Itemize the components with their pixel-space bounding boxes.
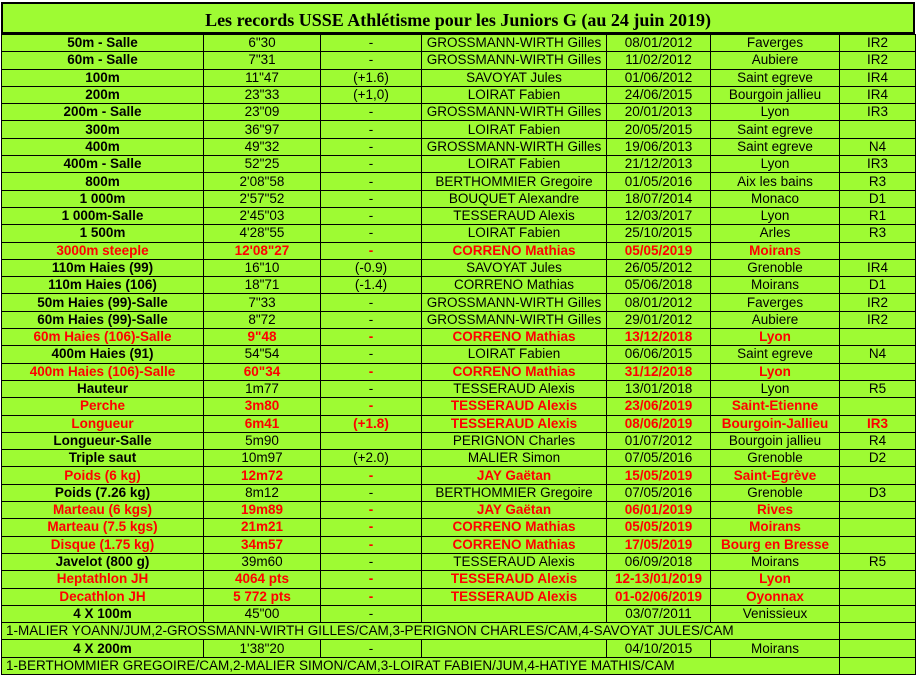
place-cell: Saint egreve — [711, 69, 840, 86]
date-cell: 13/01/2018 — [607, 380, 711, 397]
performance-cell: 7"33 — [204, 294, 321, 311]
date-cell: 21/12/2013 — [607, 156, 711, 173]
level-cell: D3 — [840, 484, 916, 501]
date-cell: 07/05/2016 — [607, 484, 711, 501]
level-cell — [840, 605, 916, 622]
wind-cell: - — [321, 156, 422, 173]
record-row — [2, 380, 916, 397]
wind-cell: - — [321, 104, 422, 121]
wind-cell: - — [321, 588, 422, 605]
wind-cell: - — [321, 294, 422, 311]
athlete-cell: BERTHOMMIER Gregoire — [422, 484, 607, 501]
level-cell: IR2 — [840, 35, 916, 52]
wind-cell: (+2.0) — [321, 450, 422, 467]
place-cell: Bourgoin-Jallieu — [711, 415, 840, 432]
performance-cell: 8m12 — [204, 484, 321, 501]
date-cell: 08/01/2012 — [607, 35, 711, 52]
athlete-cell: BOUQUET Alexandre — [422, 190, 607, 207]
place-cell: Bourg en Bresse — [711, 536, 840, 553]
performance-cell: 10m97 — [204, 450, 321, 467]
place-cell: Aubiere — [711, 311, 840, 328]
event-cell: Poids (7.26 kg) — [2, 484, 204, 501]
date-cell: 15/05/2019 — [607, 467, 711, 484]
event-cell: 400m Haies (91) — [2, 346, 204, 363]
athlete-cell: GROSSMANN-WIRTH Gilles — [422, 35, 607, 52]
athlete-cell — [422, 640, 607, 657]
performance-cell: 9"48 — [204, 329, 321, 346]
date-cell: 05/05/2019 — [607, 519, 711, 536]
date-cell: 08/01/2012 — [607, 294, 711, 311]
performance-cell: 45"00 — [204, 605, 321, 622]
wind-cell: (-0.9) — [321, 259, 422, 276]
event-cell: 4 X 100m — [2, 605, 204, 622]
event-cell: 4 X 200m — [2, 640, 204, 657]
athlete-cell: CORRENO Mathias — [422, 536, 607, 553]
event-cell: 200m — [2, 86, 204, 103]
performance-cell: 3m80 — [204, 398, 321, 415]
athlete-cell: CORRENO Mathias — [422, 519, 607, 536]
wind-cell: - — [321, 553, 422, 570]
performance-cell: 34m57 — [204, 536, 321, 553]
event-cell: 50m Haies (99)-Salle — [2, 294, 204, 311]
performance-cell: 5m90 — [204, 432, 321, 449]
level-cell — [840, 329, 916, 346]
record-row — [2, 346, 916, 363]
record-row — [2, 588, 916, 605]
athlete-cell: GROSSMANN-WIRTH Gilles — [422, 52, 607, 69]
level-cell: D1 — [840, 277, 916, 294]
wind-cell: (+1.8) — [321, 415, 422, 432]
performance-cell: 54"54 — [204, 346, 321, 363]
empty-cell — [840, 623, 916, 640]
wind-cell: - — [321, 311, 422, 328]
record-row — [2, 121, 916, 138]
event-cell: 3000m steeple — [2, 242, 204, 259]
level-cell — [840, 588, 916, 605]
performance-cell: 5 772 pts — [204, 588, 321, 605]
event-cell: 1 000m-Salle — [2, 207, 204, 224]
relay-members-cell: 1-BERTHOMMIER GREGOIRE/CAM,2-MALIER SIMON/CAM,3-LOIRAT FABIEN/JUM,4-HATIYE MATHIS/CAM — [2, 657, 840, 674]
record-row — [2, 571, 916, 588]
wind-cell: (+1.6) — [321, 69, 422, 86]
event-cell: 1 000m — [2, 190, 204, 207]
place-cell: Bourgoin jallieu — [711, 86, 840, 103]
wind-cell: - — [321, 346, 422, 363]
records-sheet — [1, 2, 915, 675]
event-cell: Marteau (6 kgs) — [2, 502, 204, 519]
record-row — [2, 398, 916, 415]
place-cell: Lyon — [711, 207, 840, 224]
place-cell: Grenoble — [711, 259, 840, 276]
athlete-cell: CORRENO Mathias — [422, 329, 607, 346]
performance-cell: 4'28"55 — [204, 225, 321, 242]
athlete-cell: LOIRAT Fabien — [422, 156, 607, 173]
event-cell: 400m Haies (106)-Salle — [2, 363, 204, 380]
wind-cell: - — [321, 190, 422, 207]
performance-cell: 8"72 — [204, 311, 321, 328]
athlete-cell: TESSERAUD Alexis — [422, 207, 607, 224]
level-cell: IR2 — [840, 311, 916, 328]
date-cell: 25/10/2015 — [607, 225, 711, 242]
level-cell — [840, 363, 916, 380]
wind-cell: - — [321, 225, 422, 242]
wind-cell: - — [321, 380, 422, 397]
athlete-cell: JAY Gaëtan — [422, 502, 607, 519]
record-row — [2, 415, 916, 432]
level-cell: R4 — [840, 432, 916, 449]
athlete-cell: TESSERAUD Alexis — [422, 415, 607, 432]
athlete-cell: CORRENO Mathias — [422, 277, 607, 294]
event-cell: 1 500m — [2, 225, 204, 242]
athlete-cell: BERTHOMMIER Gregoire — [422, 173, 607, 190]
wind-cell: - — [321, 173, 422, 190]
date-cell: 20/05/2015 — [607, 121, 711, 138]
level-cell: D1 — [840, 190, 916, 207]
level-cell: IR3 — [840, 104, 916, 121]
wind-cell: - — [321, 640, 422, 657]
record-row — [2, 259, 916, 276]
level-cell — [840, 519, 916, 536]
wind-cell: - — [321, 467, 422, 484]
event-cell: 110m Haies (99) — [2, 259, 204, 276]
date-cell: 18/07/2014 — [607, 190, 711, 207]
event-cell: 110m Haies (106) — [2, 277, 204, 294]
performance-cell: 49"32 — [204, 138, 321, 155]
athlete-cell: PERIGNON Charles — [422, 432, 607, 449]
athlete-cell: TESSERAUD Alexis — [422, 398, 607, 415]
event-cell: 60m Haies (99)-Salle — [2, 311, 204, 328]
wind-cell: - — [321, 571, 422, 588]
performance-cell: 12'08"27 — [204, 242, 321, 259]
event-cell: Disque (1.75 kg) — [2, 536, 204, 553]
record-row — [2, 242, 916, 259]
event-cell: Poids (6 kg) — [2, 467, 204, 484]
record-row — [2, 467, 916, 484]
athlete-cell: GROSSMANN-WIRTH Gilles — [422, 294, 607, 311]
athlete-cell: JAY Gaëtan — [422, 467, 607, 484]
event-cell: 200m - Salle — [2, 104, 204, 121]
place-cell: Faverges — [711, 294, 840, 311]
performance-cell: 23"09 — [204, 104, 321, 121]
empty-cell — [840, 657, 916, 674]
event-cell: 50m - Salle — [2, 35, 204, 52]
performance-cell: 21m21 — [204, 519, 321, 536]
record-row — [2, 484, 916, 501]
date-cell: 24/06/2015 — [607, 86, 711, 103]
place-cell: Grenoble — [711, 450, 840, 467]
wind-cell: - — [321, 502, 422, 519]
performance-cell: 2'08"58 — [204, 173, 321, 190]
date-cell: 08/06/2019 — [607, 415, 711, 432]
event-cell: Decathlon JH — [2, 588, 204, 605]
event-cell: Javelot (800 g) — [2, 553, 204, 570]
record-row — [2, 52, 916, 69]
place-cell: Moirans — [711, 277, 840, 294]
record-row — [2, 104, 916, 121]
performance-cell: 11"47 — [204, 69, 321, 86]
place-cell: Moirans — [711, 640, 840, 657]
athlete-cell — [422, 605, 607, 622]
performance-cell: 16"10 — [204, 259, 321, 276]
record-row — [2, 536, 916, 553]
sheet-title: Les records USSE Athlétisme pour les Juniors G (au 24 juin 2019) — [1, 2, 915, 34]
date-cell: 04/10/2015 — [607, 640, 711, 657]
place-cell: Venissieux — [711, 605, 840, 622]
wind-cell: - — [321, 52, 422, 69]
performance-cell: 39m60 — [204, 553, 321, 570]
date-cell: 06/01/2019 — [607, 502, 711, 519]
level-cell — [840, 242, 916, 259]
event-cell: 60m Haies (106)-Salle — [2, 329, 204, 346]
record-row — [2, 553, 916, 570]
record-row — [2, 207, 916, 224]
relay-row — [2, 640, 916, 657]
date-cell: 12-13/01/2019 — [607, 571, 711, 588]
athlete-cell: GROSSMANN-WIRTH Gilles — [422, 104, 607, 121]
performance-cell: 1'38"20 — [204, 640, 321, 657]
date-cell: 06/06/2015 — [607, 346, 711, 363]
place-cell: Saint egreve — [711, 121, 840, 138]
event-cell: Marteau (7.5 kgs) — [2, 519, 204, 536]
athlete-cell: LOIRAT Fabien — [422, 86, 607, 103]
wind-cell: (+1,0) — [321, 86, 422, 103]
record-row — [2, 519, 916, 536]
level-cell: R5 — [840, 380, 916, 397]
level-cell: N4 — [840, 138, 916, 155]
wind-cell: - — [321, 207, 422, 224]
date-cell: 20/01/2013 — [607, 104, 711, 121]
place-cell: Lyon — [711, 380, 840, 397]
level-cell: R5 — [840, 553, 916, 570]
event-cell: 400m — [2, 138, 204, 155]
event-cell: 300m — [2, 121, 204, 138]
date-cell: 01-02/06/2019 — [607, 588, 711, 605]
record-row — [2, 86, 916, 103]
performance-cell: 6"30 — [204, 35, 321, 52]
level-cell: IR2 — [840, 294, 916, 311]
place-cell: Aubiere — [711, 52, 840, 69]
event-cell: 60m - Salle — [2, 52, 204, 69]
performance-cell: 19m89 — [204, 502, 321, 519]
performance-cell: 6m41 — [204, 415, 321, 432]
wind-cell: - — [321, 121, 422, 138]
record-row — [2, 35, 916, 52]
record-row — [2, 432, 916, 449]
record-row — [2, 502, 916, 519]
place-cell: Lyon — [711, 363, 840, 380]
place-cell: Saint-Egrève — [711, 467, 840, 484]
athlete-cell: LOIRAT Fabien — [422, 346, 607, 363]
level-cell: N4 — [840, 346, 916, 363]
place-cell: Moirans — [711, 519, 840, 536]
athlete-cell: GROSSMANN-WIRTH Gilles — [422, 311, 607, 328]
record-row — [2, 311, 916, 328]
level-cell: IR2 — [840, 52, 916, 69]
event-cell: Longueur — [2, 415, 204, 432]
wind-cell: - — [321, 536, 422, 553]
date-cell: 01/07/2012 — [607, 432, 711, 449]
wind-cell: - — [321, 138, 422, 155]
place-cell: Bourgoin jallieu — [711, 432, 840, 449]
athlete-cell: TESSERAUD Alexis — [422, 380, 607, 397]
date-cell: 29/01/2012 — [607, 311, 711, 328]
date-cell: 06/09/2018 — [607, 553, 711, 570]
date-cell: 03/07/2011 — [607, 605, 711, 622]
place-cell: Lyon — [711, 156, 840, 173]
wind-cell: - — [321, 605, 422, 622]
performance-cell: 23"33 — [204, 86, 321, 103]
performance-cell: 7"31 — [204, 52, 321, 69]
record-row — [2, 173, 916, 190]
event-cell: Perche — [2, 398, 204, 415]
performance-cell: 1m77 — [204, 380, 321, 397]
place-cell: Monaco — [711, 190, 840, 207]
athlete-cell: TESSERAUD Alexis — [422, 571, 607, 588]
athlete-cell: MALIER Simon — [422, 450, 607, 467]
place-cell: Saint egreve — [711, 138, 840, 155]
event-cell: Longueur-Salle — [2, 432, 204, 449]
wind-cell: - — [321, 484, 422, 501]
date-cell: 01/06/2012 — [607, 69, 711, 86]
date-cell: 23/06/2019 — [607, 398, 711, 415]
level-cell: IR4 — [840, 86, 916, 103]
date-cell: 01/05/2016 — [607, 173, 711, 190]
record-row — [2, 138, 916, 155]
athlete-cell: CORRENO Mathias — [422, 363, 607, 380]
date-cell: 05/05/2019 — [607, 242, 711, 259]
record-row — [2, 225, 916, 242]
records-table — [1, 34, 916, 675]
level-cell: IR4 — [840, 69, 916, 86]
wind-cell: - — [321, 398, 422, 415]
place-cell: Lyon — [711, 104, 840, 121]
date-cell: 13/12/2018 — [607, 329, 711, 346]
record-row — [2, 277, 916, 294]
level-cell: IR4 — [840, 259, 916, 276]
place-cell: Lyon — [711, 571, 840, 588]
date-cell: 07/05/2016 — [607, 450, 711, 467]
athlete-cell: GROSSMANN-WIRTH Gilles — [422, 138, 607, 155]
date-cell: 19/06/2013 — [607, 138, 711, 155]
level-cell: R3 — [840, 225, 916, 242]
relay-members-cell: 1-MALIER YOANN/JUM,2-GROSSMANN-WIRTH GILLES/CAM,3-PERIGNON CHARLES/CAM,4-SAVOYAT JULES/CAM — [2, 623, 840, 640]
level-cell — [840, 398, 916, 415]
athlete-cell: LOIRAT Fabien — [422, 225, 607, 242]
place-cell: Saint-Etienne — [711, 398, 840, 415]
place-cell: Moirans — [711, 242, 840, 259]
place-cell: Aix les bains — [711, 173, 840, 190]
level-cell: IR3 — [840, 156, 916, 173]
level-cell — [840, 640, 916, 657]
place-cell: Oyonnax — [711, 588, 840, 605]
level-cell — [840, 121, 916, 138]
level-cell — [840, 571, 916, 588]
date-cell: 26/05/2012 — [607, 259, 711, 276]
wind-cell: - — [321, 329, 422, 346]
wind-cell: - — [321, 35, 422, 52]
relay-members-row — [2, 657, 916, 674]
performance-cell: 12m72 — [204, 467, 321, 484]
record-row — [2, 363, 916, 380]
athlete-cell: TESSERAUD Alexis — [422, 588, 607, 605]
records-table-body — [2, 35, 916, 675]
athlete-cell: SAVOYAT Jules — [422, 69, 607, 86]
level-cell: D2 — [840, 450, 916, 467]
date-cell: 05/06/2018 — [607, 277, 711, 294]
place-cell: Moirans — [711, 553, 840, 570]
performance-cell: 2'45"03 — [204, 207, 321, 224]
relay-members-row — [2, 623, 916, 640]
athlete-cell: CORRENO Mathias — [422, 242, 607, 259]
record-row — [2, 294, 916, 311]
event-cell: 100m — [2, 69, 204, 86]
performance-cell: 60"34 — [204, 363, 321, 380]
date-cell: 11/02/2012 — [607, 52, 711, 69]
event-cell: Heptathlon JH — [2, 571, 204, 588]
place-cell: Rives — [711, 502, 840, 519]
date-cell: 17/05/2019 — [607, 536, 711, 553]
athlete-cell: SAVOYAT Jules — [422, 259, 607, 276]
level-cell — [840, 536, 916, 553]
level-cell: IR3 — [840, 415, 916, 432]
athlete-cell: LOIRAT Fabien — [422, 121, 607, 138]
relay-row — [2, 605, 916, 622]
athlete-cell: TESSERAUD Alexis — [422, 553, 607, 570]
level-cell: R3 — [840, 173, 916, 190]
event-cell: 800m — [2, 173, 204, 190]
performance-cell: 52"25 — [204, 156, 321, 173]
event-cell: Triple saut — [2, 450, 204, 467]
place-cell: Lyon — [711, 329, 840, 346]
performance-cell: 4064 pts — [204, 571, 321, 588]
event-cell: Hauteur — [2, 380, 204, 397]
record-row — [2, 69, 916, 86]
place-cell: Grenoble — [711, 484, 840, 501]
wind-cell: (-1.4) — [321, 277, 422, 294]
wind-cell: - — [321, 519, 422, 536]
place-cell: Saint egreve — [711, 346, 840, 363]
performance-cell: 18"71 — [204, 277, 321, 294]
date-cell: 31/12/2018 — [607, 363, 711, 380]
record-row — [2, 329, 916, 346]
wind-cell: - — [321, 242, 422, 259]
place-cell: Arles — [711, 225, 840, 242]
record-row — [2, 156, 916, 173]
place-cell: Faverges — [711, 35, 840, 52]
wind-cell: - — [321, 363, 422, 380]
record-row — [2, 190, 916, 207]
event-cell: 400m - Salle — [2, 156, 204, 173]
performance-cell: 36"97 — [204, 121, 321, 138]
level-cell: R1 — [840, 207, 916, 224]
wind-cell — [321, 432, 422, 449]
performance-cell: 2'57"52 — [204, 190, 321, 207]
level-cell — [840, 502, 916, 519]
date-cell: 12/03/2017 — [607, 207, 711, 224]
record-row — [2, 450, 916, 467]
level-cell — [840, 467, 916, 484]
